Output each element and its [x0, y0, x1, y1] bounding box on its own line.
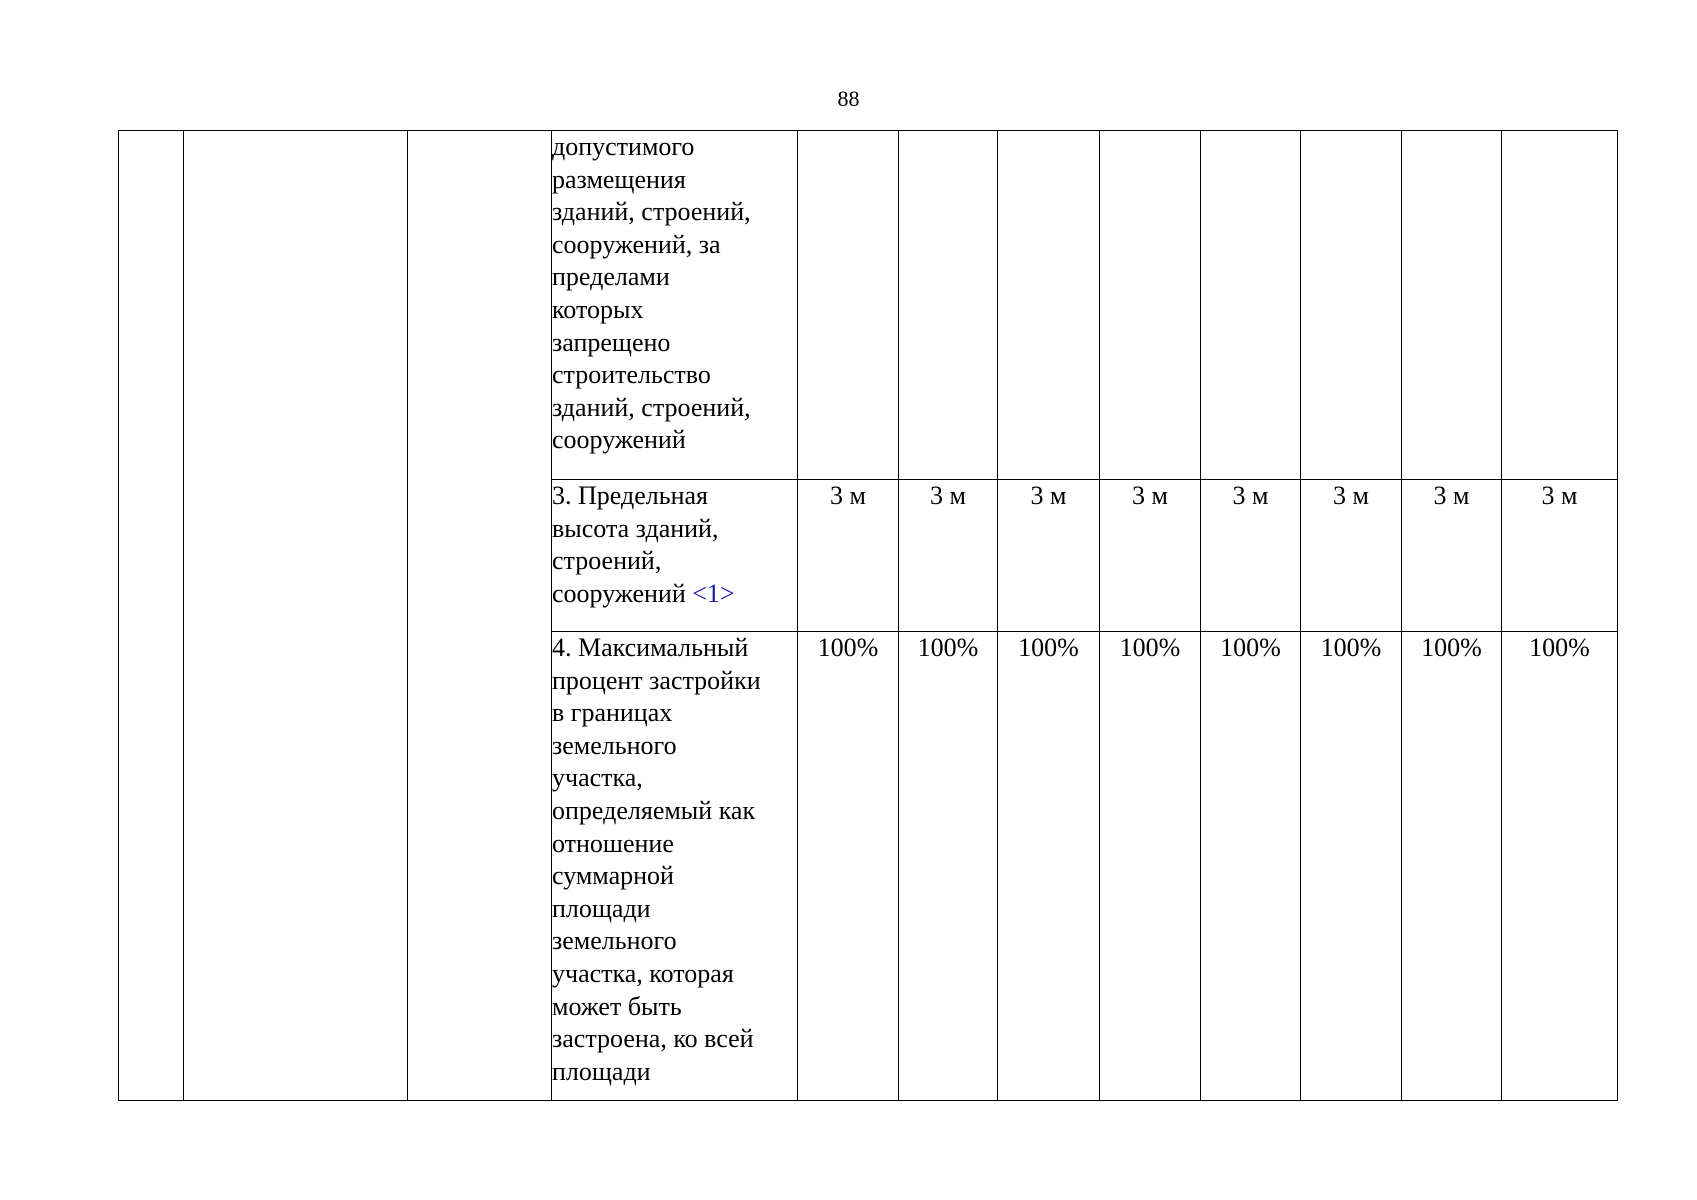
value-cell: 100% — [1100, 632, 1201, 1101]
value-cell: 100% — [1402, 632, 1502, 1101]
parameter-description: 3. Предельная высота зданий, строений, сооружений <1> — [552, 480, 798, 632]
value-cell — [899, 131, 998, 480]
zone-code-cell — [408, 131, 552, 1101]
value-cell: 3 м — [1301, 480, 1402, 632]
value-cell — [998, 131, 1100, 480]
value-cell: 100% — [1301, 632, 1402, 1101]
zone-name-cell — [184, 131, 408, 1101]
value-cell: 3 м — [1502, 480, 1618, 632]
index-cell — [119, 131, 184, 1101]
value-cell: 3 м — [998, 480, 1100, 632]
value-cell: 100% — [798, 632, 899, 1101]
value-cell — [1502, 131, 1618, 480]
regulations-table — [118, 130, 1618, 1101]
value-cell: 3 м — [899, 480, 998, 632]
value-cell: 3 м — [1201, 480, 1301, 632]
value-cell — [1100, 131, 1201, 480]
value-cell — [798, 131, 899, 480]
value-cell: 3 м — [1100, 480, 1201, 632]
value-cell — [1301, 131, 1402, 480]
value-cell: 100% — [899, 632, 998, 1101]
parameter-description: допустимого размещения зданий, строений, сооружений, за пределами которых запрещено строительство зданий, строений, сооружений — [552, 131, 798, 480]
page-number: 88 — [837, 86, 860, 111]
table-row — [119, 131, 1618, 480]
value-cell: 3 м — [798, 480, 899, 632]
parameter-description: 4. Максимальный процент застройки в границах земельного участка, определяемый как отношение суммарной площади земельного участка, которая может быть застроена, ко всей площади — [552, 632, 798, 1101]
value-cell: 3 м — [1402, 480, 1502, 632]
footnote-link[interactable]: <1> — [692, 578, 735, 608]
value-cell: 100% — [998, 632, 1100, 1101]
value-cell: 100% — [1502, 632, 1618, 1101]
value-cell — [1201, 131, 1301, 480]
value-cell — [1402, 131, 1502, 480]
value-cell: 100% — [1201, 632, 1301, 1101]
